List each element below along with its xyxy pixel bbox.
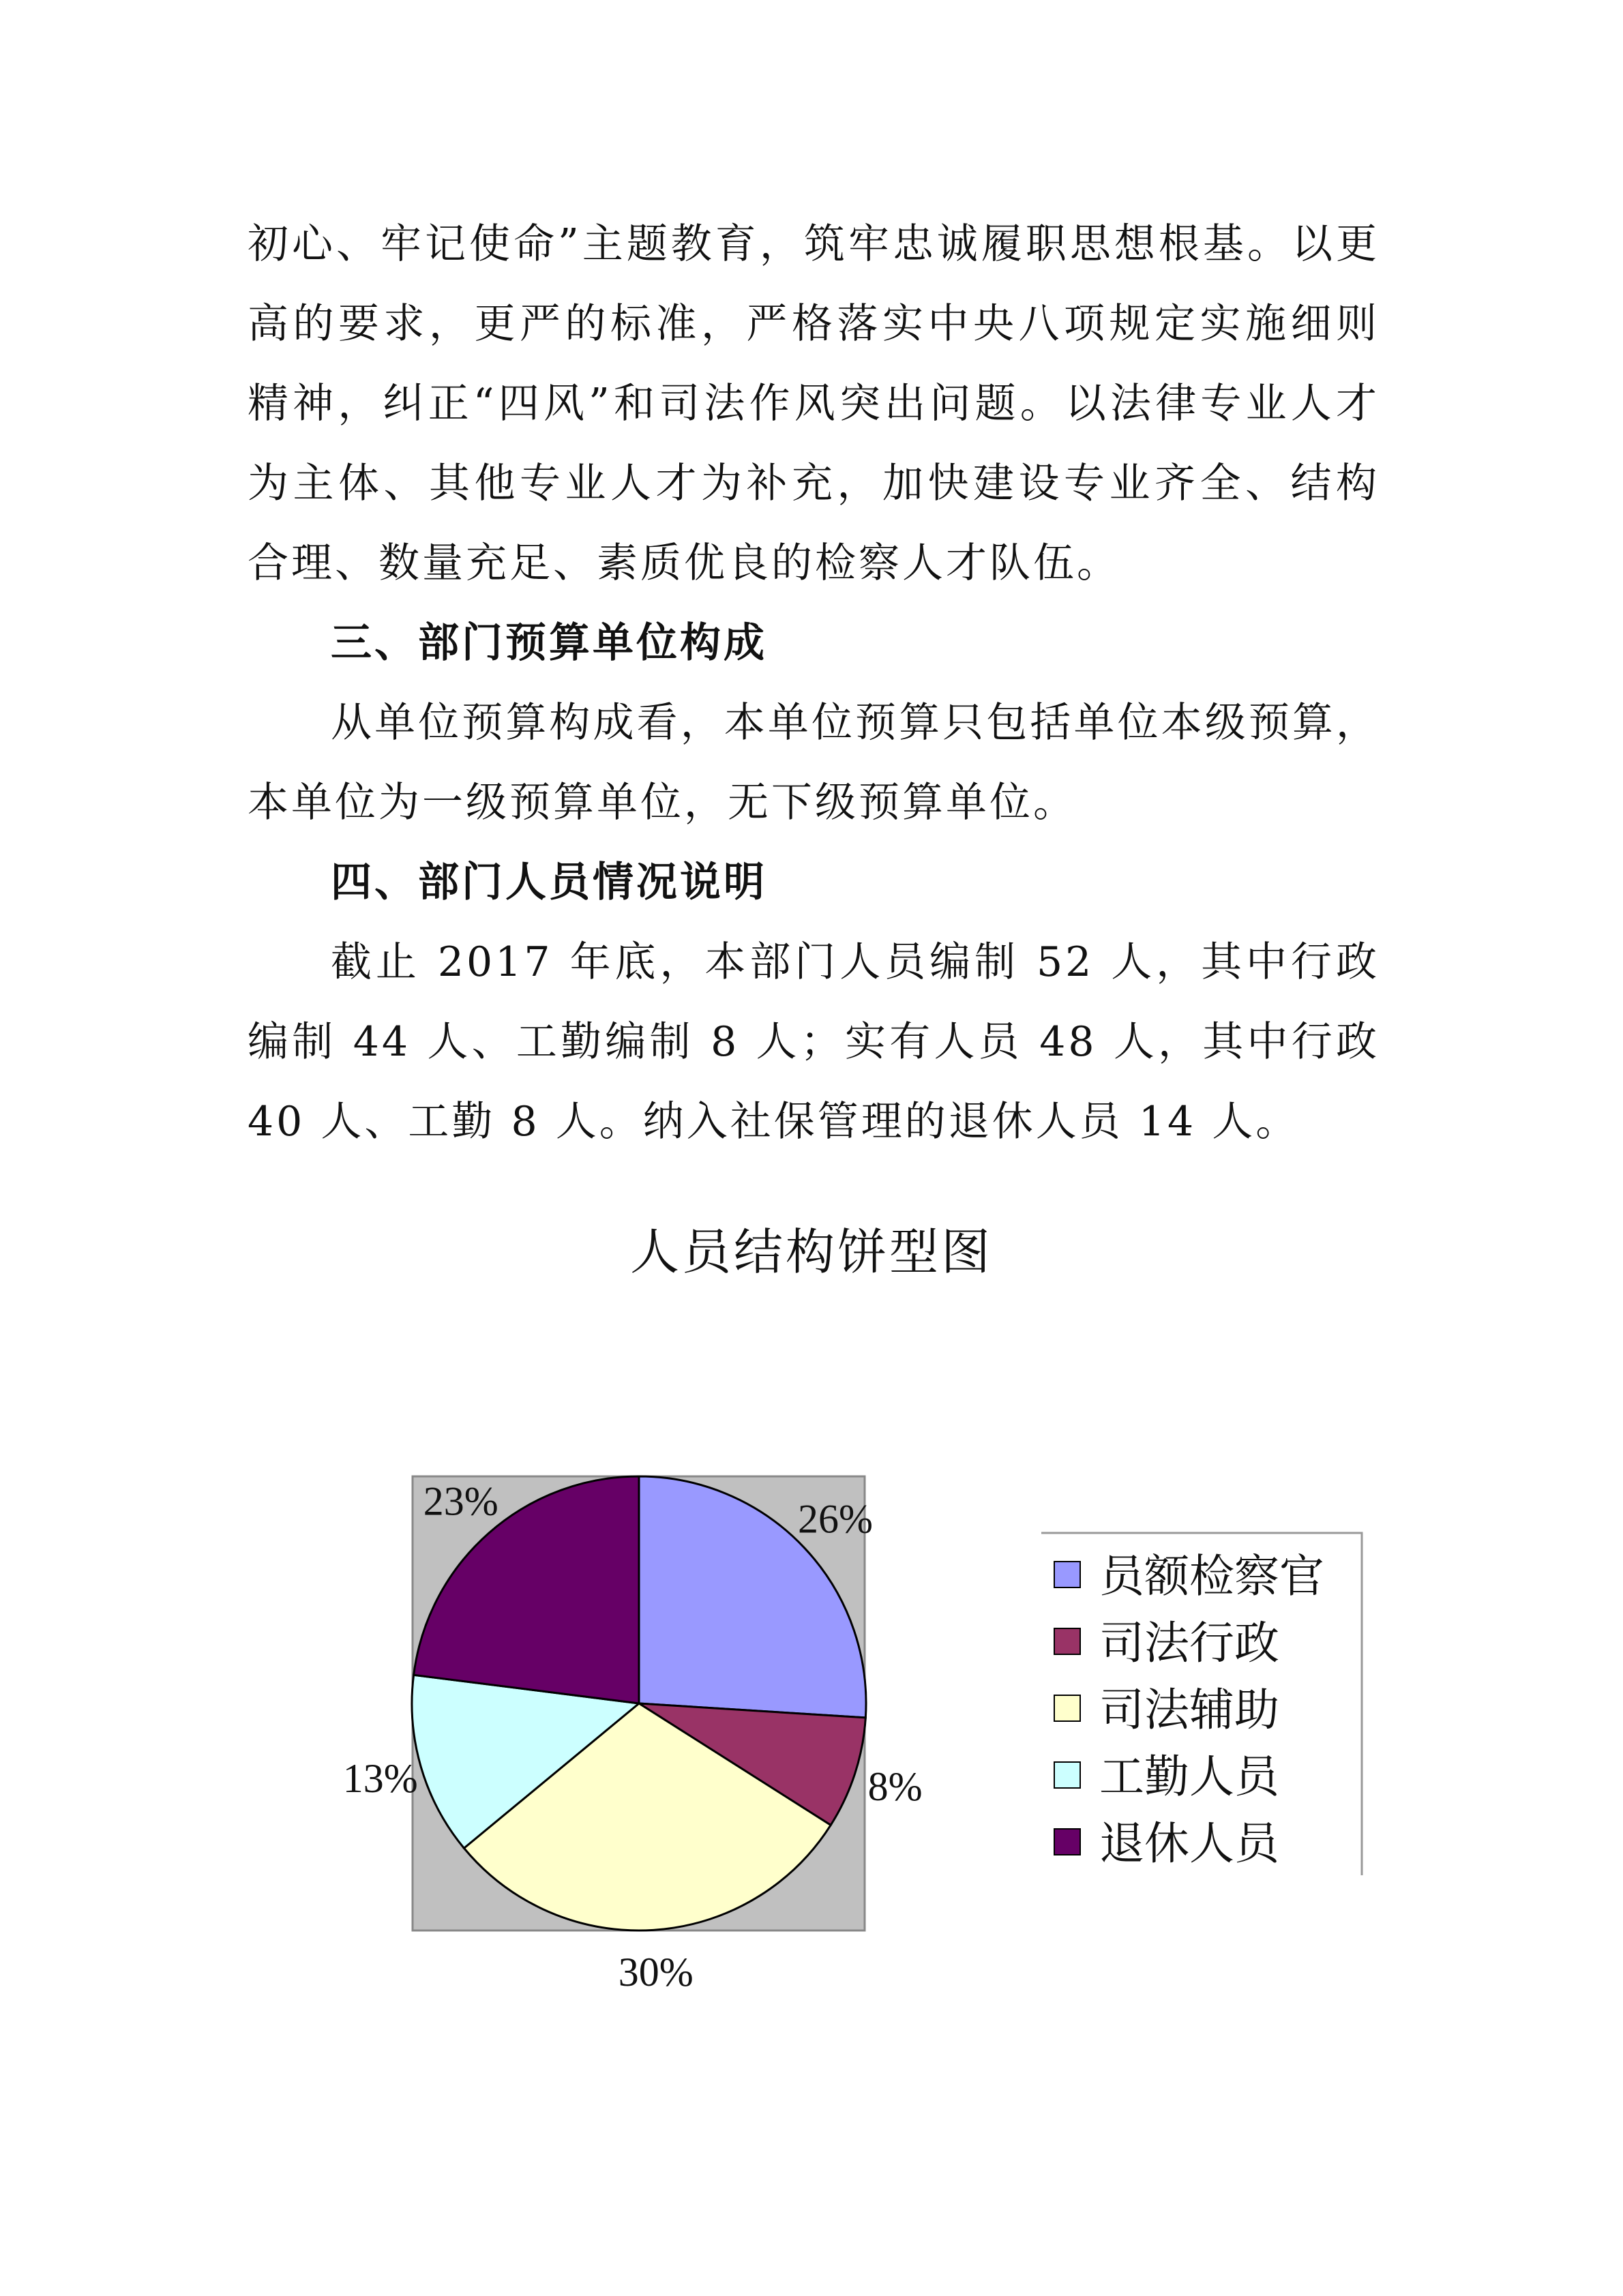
legend-label-2: 司法行政 [1099, 1617, 1279, 1669]
pie-slices [412, 1476, 866, 1930]
pie-slice-label-4: 13% [342, 1756, 418, 1802]
legend-label-3: 司法辅助 [1099, 1684, 1279, 1736]
body-paragraph-2: 从单位预算构成看，本单位预算只包括单位本级预算，本单位为一级预算单位，无下级预算单位。 [248, 699, 1380, 826]
legend-label-5: 退休人员 [1099, 1817, 1279, 1870]
legend-swatch-2 [1054, 1628, 1080, 1654]
pie-slice-label-2: 8% [867, 1764, 923, 1810]
body-paragraph-3: 截止 2017 年底，本部门人员编制 52 人，其中行政编制 44 人、工勤编制 8 人；实有人员 48 人，其中行政 40 人、工勤 8 人。纳入社保管理的退休人员 14 人。 [248, 938, 1380, 1146]
chart-legend [1041, 1533, 1362, 1875]
pie-slice-label-1: 26% [797, 1496, 873, 1542]
section-heading-3: 三、部门预算单位构成 [331, 619, 767, 667]
chart-title: 人员结构饼型图 [629, 1223, 993, 1281]
legend-swatch-1 [1054, 1562, 1080, 1587]
legend-swatch-5 [1054, 1829, 1080, 1855]
legend-label-1: 员额检察官 [1099, 1550, 1324, 1602]
legend-label-4: 工勤人员 [1099, 1750, 1279, 1803]
section-heading-4: 四、部门人员情况说明 [331, 859, 767, 906]
legend-swatch-4 [1054, 1762, 1080, 1788]
pie-slice-label-3: 30% [618, 1950, 694, 1995]
pie-slice-label-5: 23% [423, 1478, 498, 1524]
legend-swatch-3 [1054, 1695, 1080, 1721]
body-paragraph-1: 初心、牢记使命”主题教育，筑牢忠诚履职思想根基。以更高的要求，更严的标准，严格落实中央八项规定实施细则精神，纠正“四风”和司法作风突出问题。以法律专业人才为主体、其他专业人才为补充，加快建设专业齐全、结构合理、数量充足、素质优良的检察人才队伍。 [248, 220, 1380, 587]
